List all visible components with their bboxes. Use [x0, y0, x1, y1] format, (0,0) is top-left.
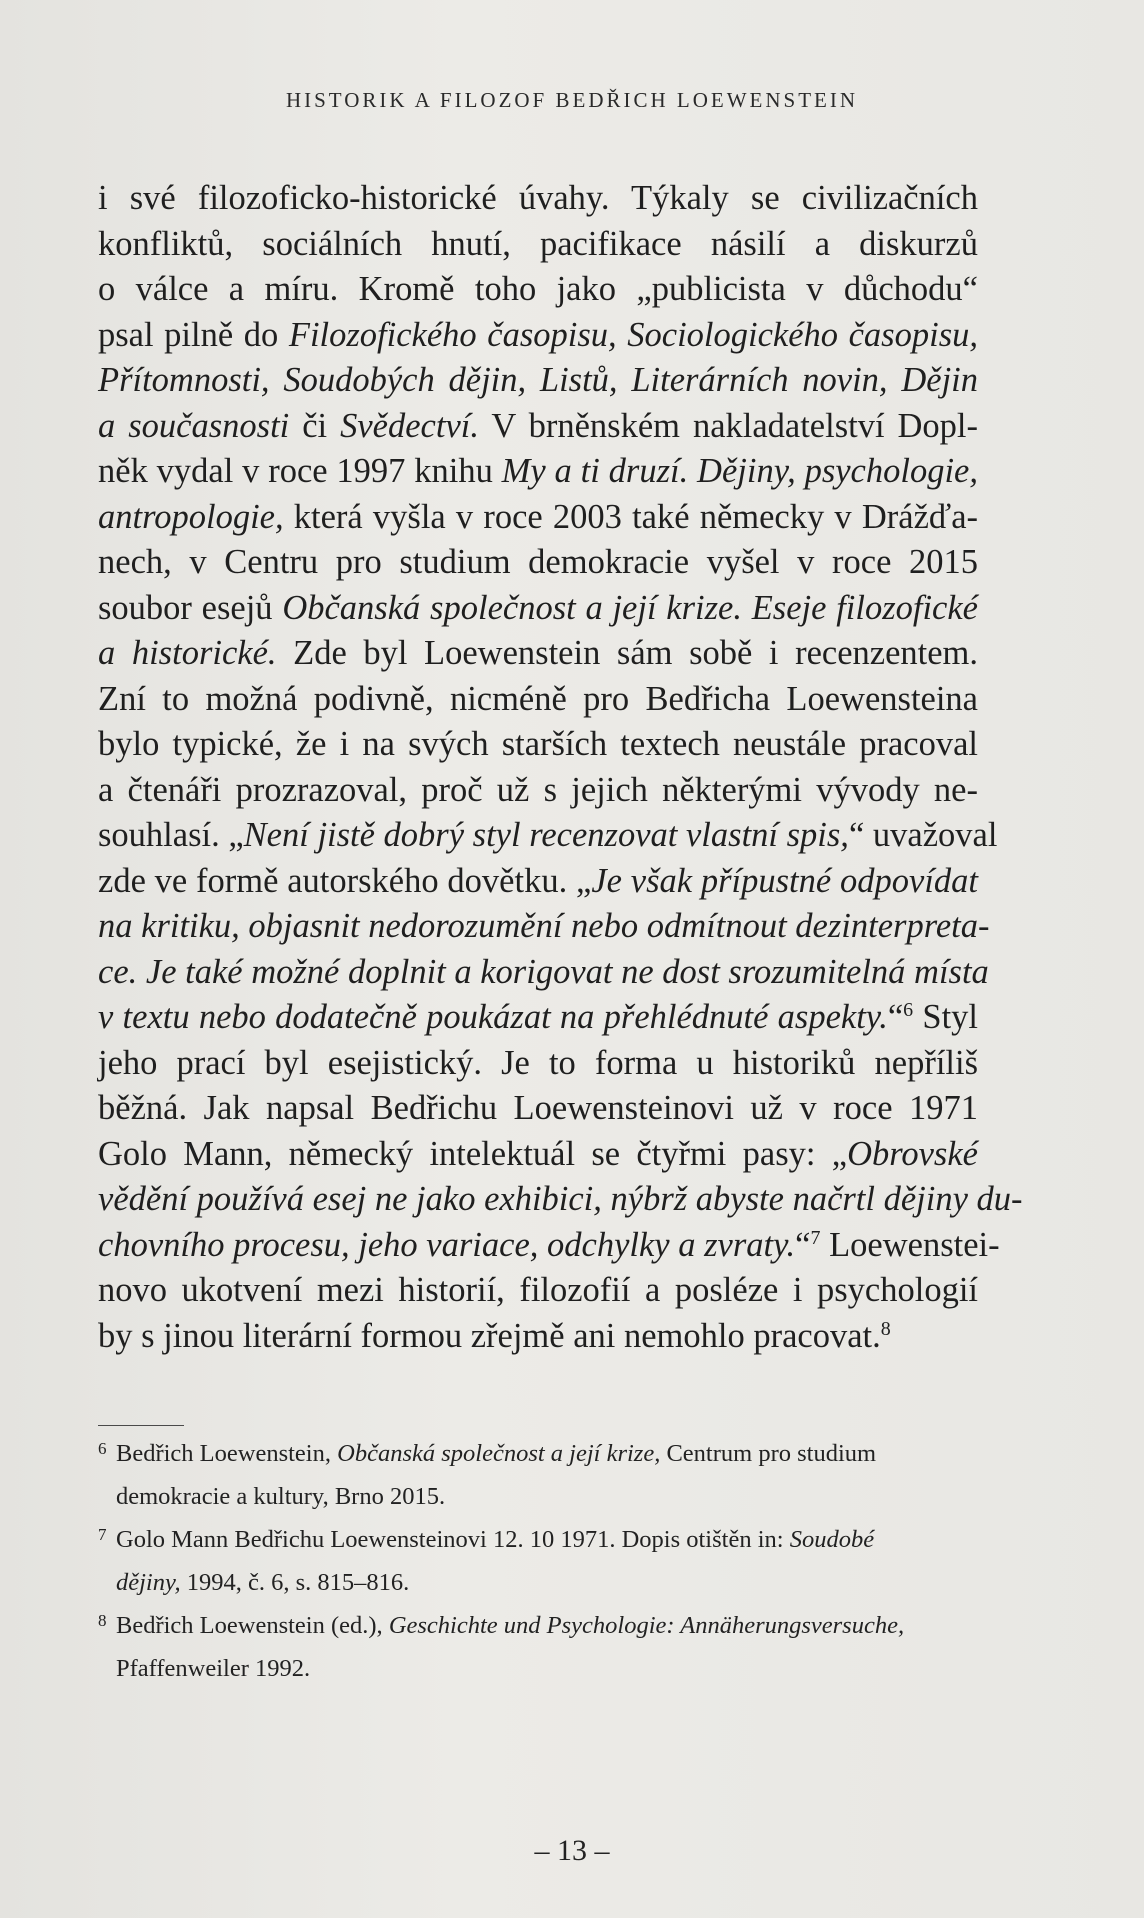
footnotes — [98, 1432, 978, 1690]
text-line: Přítomnosti, Soudobých dějin, Listů, Literárních novin, Dějin — [98, 361, 978, 399]
footnote-6: 6 Bedřich Loewenstein, Občanská společnost a její krize, Centrum pro studium — [98, 1432, 978, 1475]
text-line: chovního procesu, jeho variace, odchylky a zvraty.“$^7$ Loewenstei- — [98, 1225, 1000, 1264]
text-line: soubor esejů Občanská společnost a její krize. Eseje filozofické — [98, 588, 978, 627]
text-line: běžná. Jak napsal Bedřichu Loewensteinovi už v roce 1971 — [98, 1089, 978, 1127]
text-line: novo ukotvení mezi historií, filozofií a posléze i psychologií — [98, 1271, 978, 1309]
footnote-7-cont: dějiny, 1994, č. 6, s. 815–816. — [116, 1569, 410, 1596]
footnote-6-cont: demokracie a kultury, Brno 2015. — [116, 1483, 446, 1510]
text-line: konfliktů, sociálních hnutí, pacifikace násilí a diskurzů — [98, 224, 978, 263]
footnote-number: 8 — [98, 1611, 107, 1630]
text-line: a čtenáři prozrazoval, proč už s jejich některými vývody ne- — [98, 770, 978, 809]
text-line: v textu nebo dodatečně poukázat na přehlédnuté aspekty.“$^6$ Styl — [98, 998, 978, 1036]
footnote-ref: 6 — [903, 999, 914, 1021]
footnote-8: 8 Bedřich Loewenstein (ed.), Geschichte und Psychologie: Annäherungsversuche, — [98, 1604, 978, 1647]
text-line: na kritiku, objasnit nedorozumění nebo odmítnout dezinterpreta- — [98, 907, 990, 945]
text-line: ce. Je také možné doplnit a korigovat ne dost srozumitelná místa — [98, 952, 989, 991]
text-line: i své filozoficko-historické úvahy. Týkaly se civilizačních — [98, 179, 978, 217]
text-line: Zní to možná podivně, nicméně pro Bedřicha Loewensteina — [98, 679, 978, 718]
footnote-number: 6 — [98, 1439, 107, 1458]
running-head: HISTORIK A FILOZOF BEDŘICH LOEWENSTEIN — [285, 88, 859, 112]
text-line: zde ve formě autorského dovětku. „Je však přípustné odpovídat — [98, 861, 978, 900]
text-line: vědění používá esej ne jako exhibici, nýbrž abyste načrtl dějiny du- — [98, 1180, 1023, 1218]
footnote-rule — [98, 1425, 184, 1426]
footnote-7: 7 Golo Mann Bedřichu Loewensteinovi 12. 10 1971. Dopis otištěn in: Soudobé — [98, 1518, 978, 1561]
text-line: Golo Mann, německý intelektuál se čtyřmi pasy: „Obrovské — [98, 1134, 978, 1173]
page-number: – 13 – — [534, 1834, 610, 1867]
text-line: a současnosti či Svědectví. V brněnském nakladatelství Dopl- — [98, 406, 979, 445]
footnote-ref: 7 — [810, 1226, 821, 1249]
text-line: by s jinou literární formou zřejmě ani nemohlo pracovat.$^8$ — [98, 1316, 891, 1355]
text-line: psal pilně do Filozofického časopisu, Sociologického časopisu, — [98, 315, 978, 354]
footnote-number: 7 — [98, 1525, 107, 1544]
body-text — [98, 176, 1023, 1359]
text-line: o válce a míru. Kromě toho jako „publicista v důchodu“ — [98, 270, 978, 308]
text-line: jeho prací byl esejistický. Je to forma u historiků nepříliš — [98, 1043, 978, 1082]
text-line: antropologie, která vyšla v roce 2003 také německy v Drážďa- — [98, 497, 978, 536]
footnote-8-cont: Pfaffenweiler 1992. — [116, 1655, 311, 1682]
text-line: něk vydal v roce 1997 knihu My a ti druzí. Dějiny, psychologie, — [98, 452, 978, 490]
footnote-ref: 8 — [880, 1317, 891, 1340]
text-line: bylo typické, že i na svých starších textech neustále pracoval — [98, 725, 978, 763]
text-line: a historické. Zde byl Loewenstein sám sobě i recenzentem. — [98, 634, 979, 672]
text-line: nech, v Centru pro studium demokracie vyšel v roce 2015 — [98, 543, 978, 581]
text-line: souhlasí. „Není jistě dobrý styl recenzovat vlastní spis,“ uvažoval — [98, 816, 998, 854]
